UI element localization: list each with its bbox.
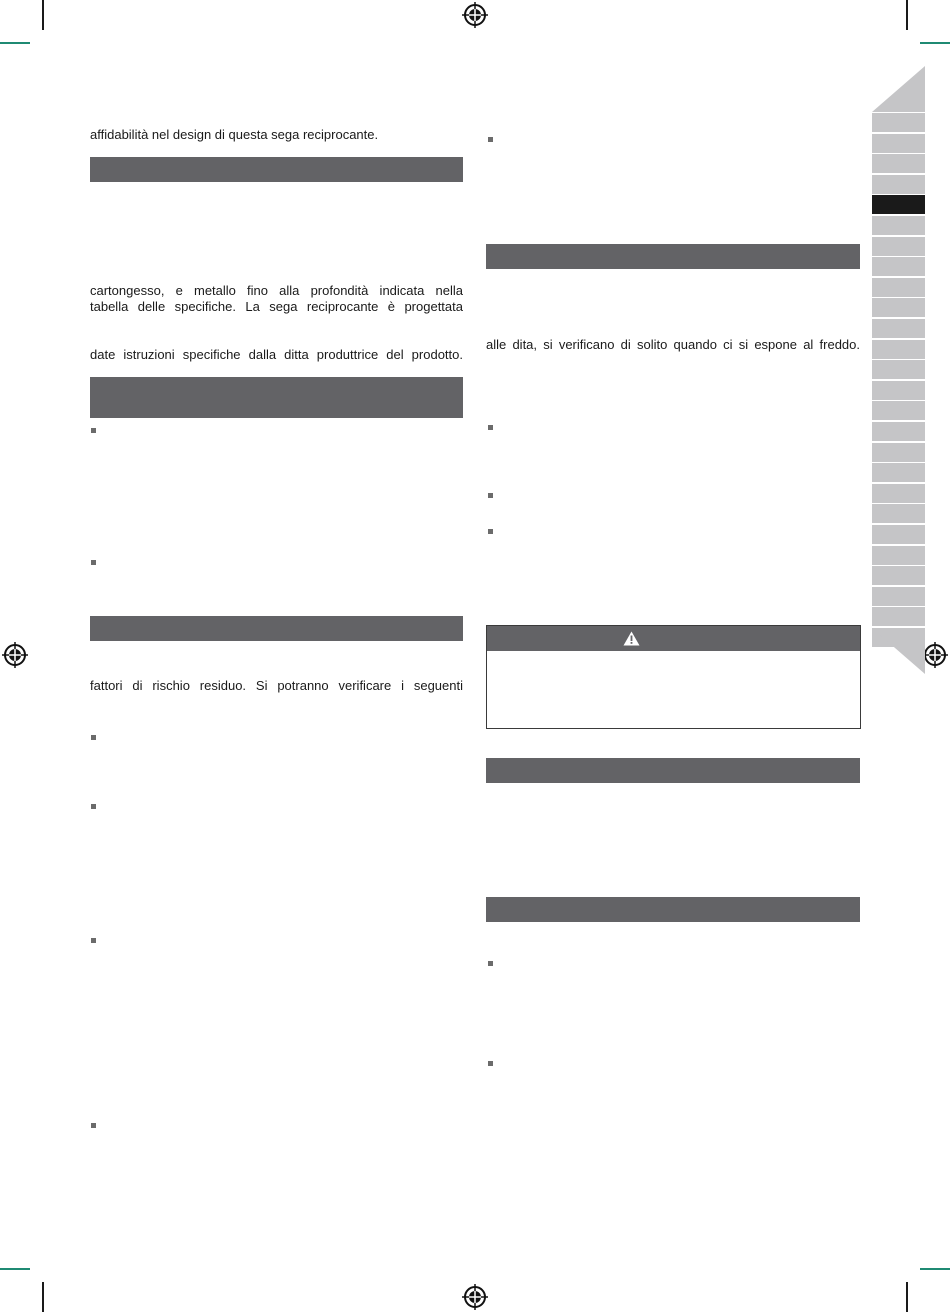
side-tab: [872, 154, 925, 173]
side-tab: [872, 401, 925, 420]
list-bullet: [91, 804, 96, 809]
side-tab: [872, 381, 925, 400]
residual-risk-text-line: fattori di rischio residuo. Si potranno verificare i seguenti: [90, 678, 463, 693]
section-header-bar: [486, 897, 860, 922]
side-tab: [872, 113, 925, 132]
intended-use-text-line: date istruzioni specifiche dalla ditta produttrice del prodotto.: [90, 347, 463, 362]
list-bullet: [488, 961, 493, 966]
registration-mark-right-icon: [922, 642, 948, 668]
crop-mark-top-right: [906, 0, 908, 30]
section-header-bar: [90, 616, 463, 641]
list-bullet: [488, 425, 493, 430]
side-tab: [872, 134, 925, 153]
list-bullet: [91, 560, 96, 565]
vibration-text-line: alle dita, si verificano di solito quando ci si espone al freddo.: [486, 337, 860, 352]
section-header-bar: [90, 377, 463, 418]
side-tab: [872, 566, 925, 585]
crop-mark-top-left: [42, 0, 44, 30]
crop-mark-top-right-h: [920, 42, 950, 44]
registration-mark-bottom-icon: [462, 1284, 488, 1310]
side-tab-top-corner: [872, 66, 925, 112]
warning-triangle-icon: [623, 631, 640, 646]
side-tab: [872, 257, 925, 276]
list-bullet: [91, 938, 96, 943]
list-bullet: [91, 428, 96, 433]
registration-mark-top-icon: [462, 2, 488, 28]
section-header-bar: [486, 244, 860, 269]
list-bullet: [91, 735, 96, 740]
list-bullet: [91, 1123, 96, 1128]
side-tab: [872, 607, 925, 626]
list-bullet: [488, 137, 493, 142]
side-tab: [872, 484, 925, 503]
section-header-bar: [486, 758, 860, 783]
side-tab: [872, 216, 925, 235]
side-tab: [872, 278, 925, 297]
crop-mark-bottom-right: [906, 1282, 908, 1312]
side-tab: [872, 422, 925, 441]
intro-text-line: affidabilità nel design di questa sega reciprocante.: [90, 127, 379, 142]
side-tab: [872, 298, 925, 317]
side-tab-bottom-corner: [872, 628, 925, 674]
crop-mark-bottom-left-h: [0, 1268, 30, 1270]
list-bullet: [488, 1061, 493, 1066]
list-bullet: [488, 529, 493, 534]
warning-box: [486, 625, 861, 729]
side-tab: [872, 546, 925, 565]
side-tab: [872, 443, 925, 462]
section-header-bar: [90, 157, 463, 182]
crop-mark-top-left-h: [0, 42, 30, 44]
list-bullet: [488, 493, 493, 498]
side-tab: [872, 587, 925, 606]
side-tab: [872, 525, 925, 544]
side-tab: [872, 504, 925, 523]
side-tab: [872, 463, 925, 482]
side-tab: [872, 360, 925, 379]
crop-mark-bottom-right-h: [920, 1268, 950, 1270]
side-tab: [872, 237, 925, 256]
side-tab: [872, 340, 925, 359]
side-tab-active: [872, 195, 925, 214]
registration-mark-left-icon: [2, 642, 28, 668]
side-tab: [872, 175, 925, 194]
intended-use-text-line: tabella delle specifiche. La sega reciprocante è progettata: [90, 299, 463, 314]
warning-header: [487, 626, 860, 651]
side-tab: [872, 319, 925, 338]
intended-use-text-line: cartongesso, e metallo fino alla profondità indicata nella: [90, 283, 463, 298]
crop-mark-bottom-left: [42, 1282, 44, 1312]
